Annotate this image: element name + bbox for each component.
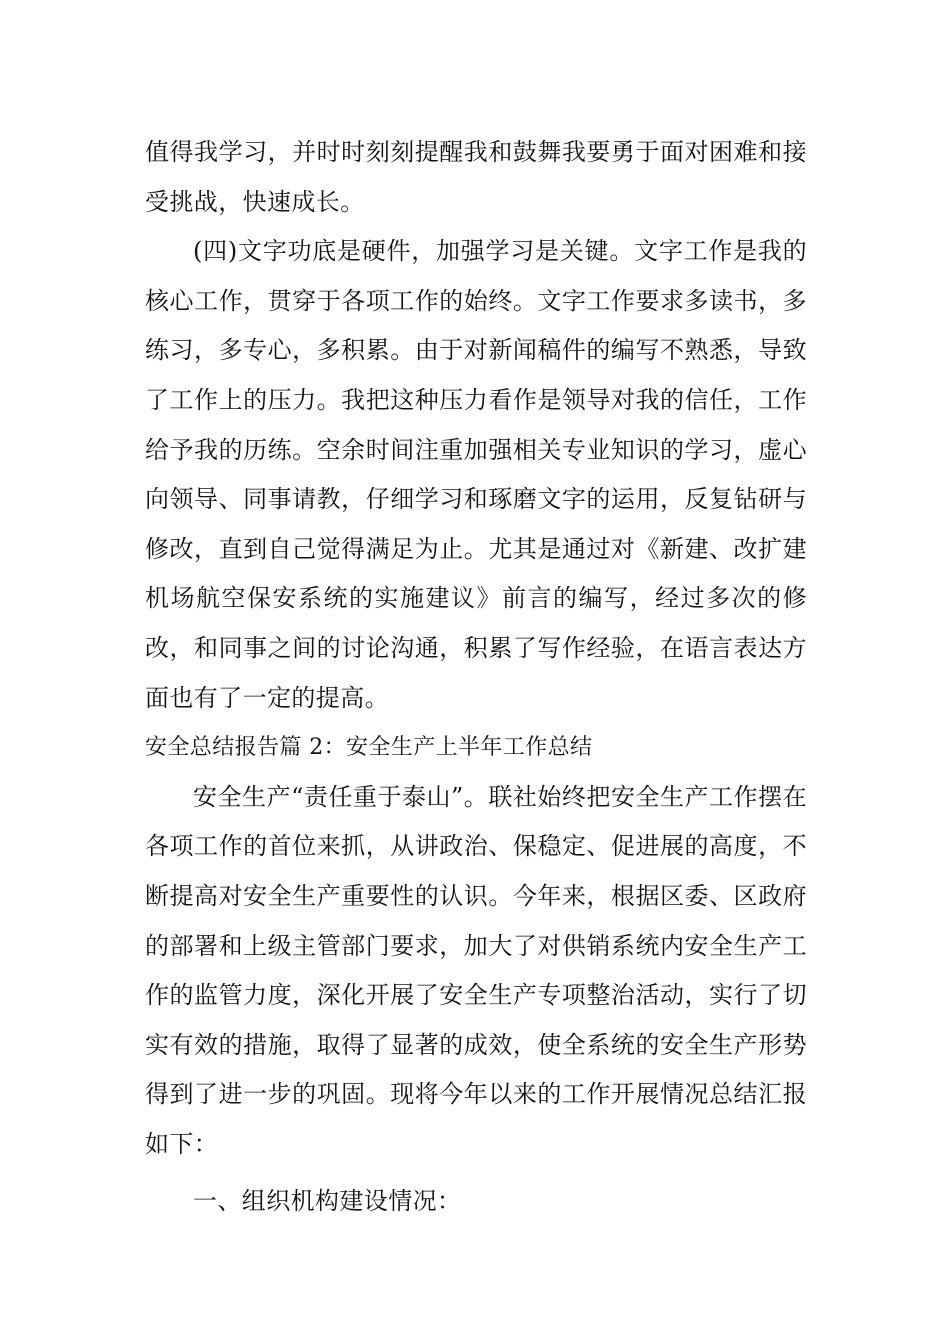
paragraph-gap: [145, 1169, 807, 1177]
body-paragraph: 安全生产“责任重于泰山”。联社始终把安全生产工作摆在各项工作的首位来抓，从讲政治、保稳定、促进展的高度，不断提高对安全生产重要性的认识。今年来，根据区委、区政府的部署和上级主管部门要求，加大了对供销系统内安全生产工作的监管力度，深化开展了安全生产专项整治活动，实行了切实有效的措施，取得了显著的成效，使全系统的安全生产形势得到了进一步的巩固。现将今年以来的工作开展情况总结汇报如下：: [145, 782, 807, 1158]
section-heading: 安全总结报告篇 2：安全生产上半年工作总结: [145, 735, 593, 761]
body-paragraph: (四)文字功底是硬件，加强学习是关键。文字工作是我的核心工作，贯穿于各项工作的始终。文字工作要求多读书，多练习，多专心，多积累。由于对新闻稿件的编写不熟悉，导致了工作上的压力。我把这种压力看作是领导对我的信任，工作给予我的历练。空余时间注重加强相关专业知识的学习，虚心向领导、同事请教，仔细学习和琢磨文字的运用，反复钻研与修改，直到自己觉得满足为止。尤其是通过对《新建、改扩建机场航空保安系统的实施建议》前言的编写，经过多次的修改，和同事之间的讨论沟通，积累了写作经验，在语言表达方面也有了一定的提高。: [145, 237, 807, 712]
body-paragraph: 值得我学习，并时时刻刻提醒我和鼓舞我要勇于面对困难和接受挑战，快速成长。: [145, 138, 807, 216]
subsection-heading: 一、组织机构建设情况：: [193, 1187, 462, 1216]
